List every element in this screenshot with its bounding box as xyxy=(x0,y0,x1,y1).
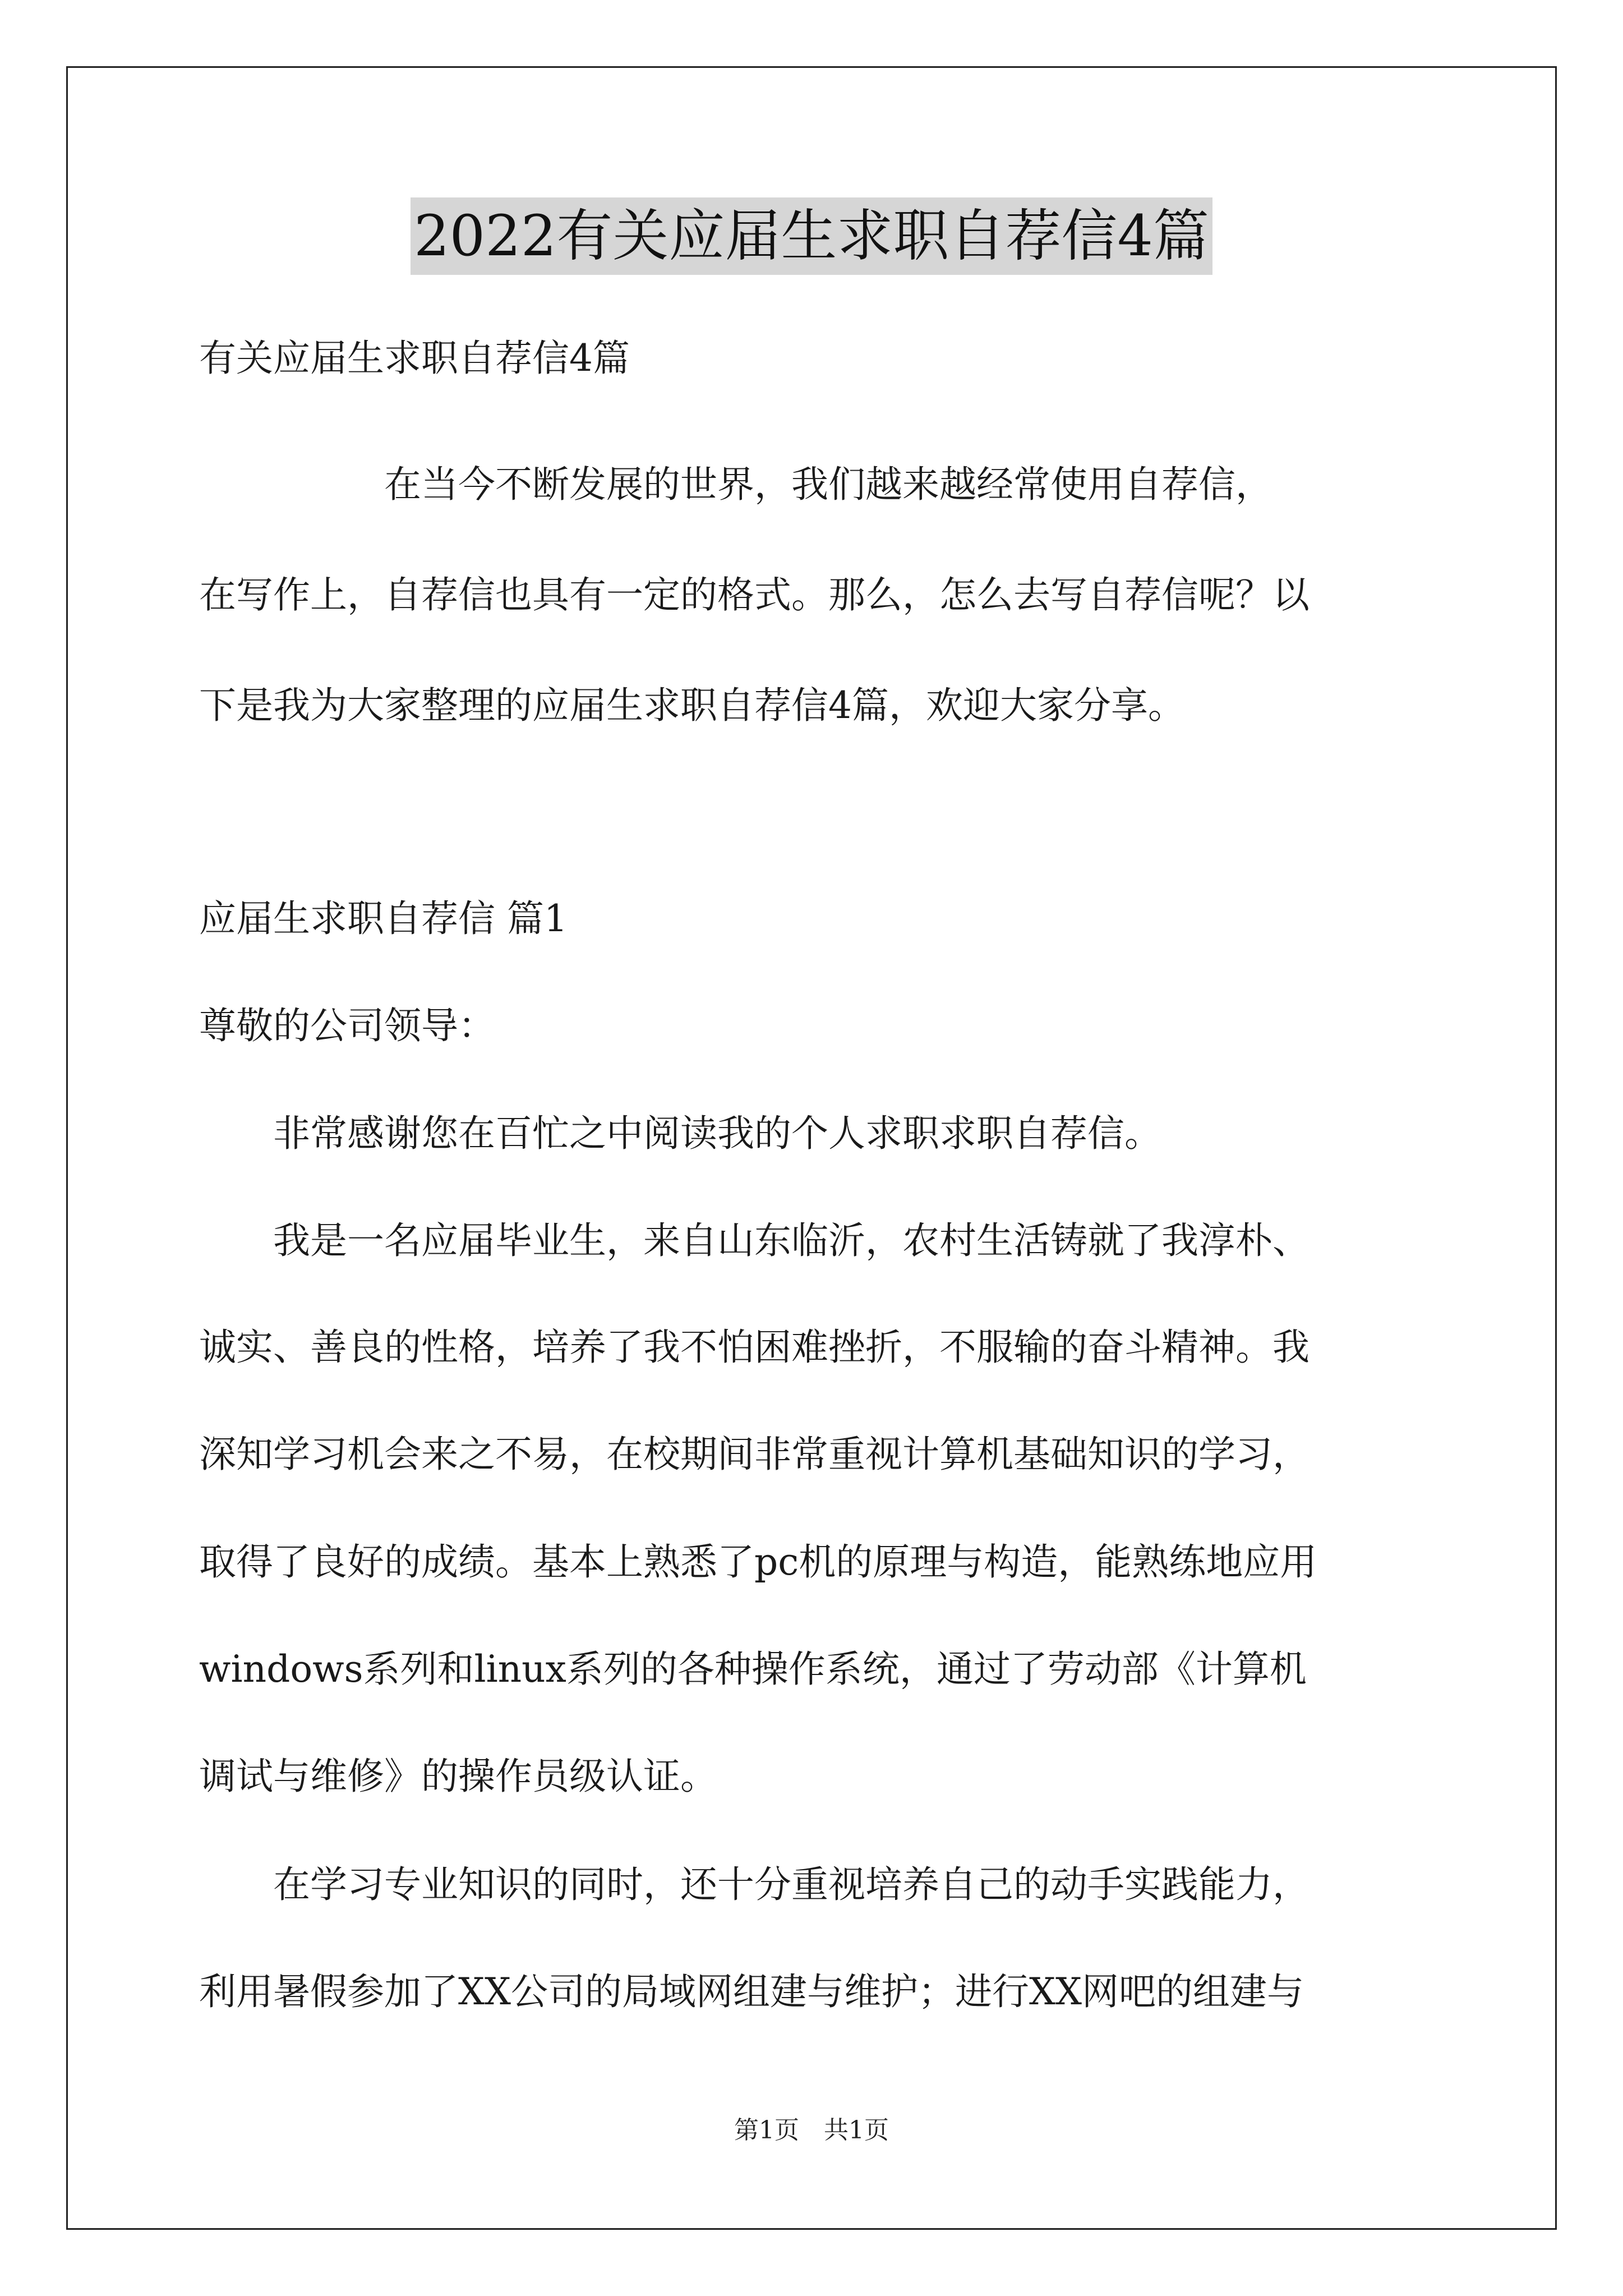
paragraph-line: 利用暑假参加了XX公司的局域网组建与维护；进行XX网吧的组建与 xyxy=(199,1970,1304,2013)
paragraph-line: 诚实、善良的性格，培养了我不怕困难挫折，不服输的奋斗精神。我 xyxy=(199,1326,1310,1369)
section-heading: 应届生求职自荐信 篇1 xyxy=(199,897,568,940)
salutation-line: 尊敬的公司领导： xyxy=(199,1004,495,1047)
paragraph-line: 在学习专业知识的同时，还十分重视培养自己的动手实践能力， xyxy=(199,1863,1310,1906)
paragraph-line: 下是我为大家整理的应届生求职自荐信4篇，欢迎大家分享。 xyxy=(199,684,1185,727)
title-container xyxy=(0,197,1623,275)
paragraph-line: 我是一名应届毕业生，来自山东临沂，农村生活铸就了我淳朴、 xyxy=(199,1219,1310,1262)
paragraph-line: 在写作上，自荐信也具有一定的格式。那么，怎么去写自荐信呢？以 xyxy=(199,573,1310,616)
paragraph-line: 深知学习机会来之不易，在校期间非常重视计算机基础知识的学习， xyxy=(199,1433,1310,1476)
page-footer: 第1页 共1页 xyxy=(734,2116,889,2145)
paragraph-line: windows系列和linux系列的各种操作系统，通过了劳动部《计算机 xyxy=(199,1648,1307,1691)
paragraph-line: 非常感谢您在百忙之中阅读我的个人求职求职自荐信。 xyxy=(199,1112,1161,1155)
paragraph-line: 在当今不断发展的世界，我们越来越经常使用自荐信， xyxy=(199,463,1272,506)
document-title: 2022有关应届生求职自荐信4篇 xyxy=(411,197,1212,275)
paragraph-line: 取得了良好的成绩。基本上熟悉了pc机的原理与构造，能熟练地应用 xyxy=(199,1540,1317,1584)
paragraph-line: 调试与维修》的操作员级认证。 xyxy=(199,1755,717,1798)
subtitle-line: 有关应届生求职自荐信4篇 xyxy=(199,337,630,380)
